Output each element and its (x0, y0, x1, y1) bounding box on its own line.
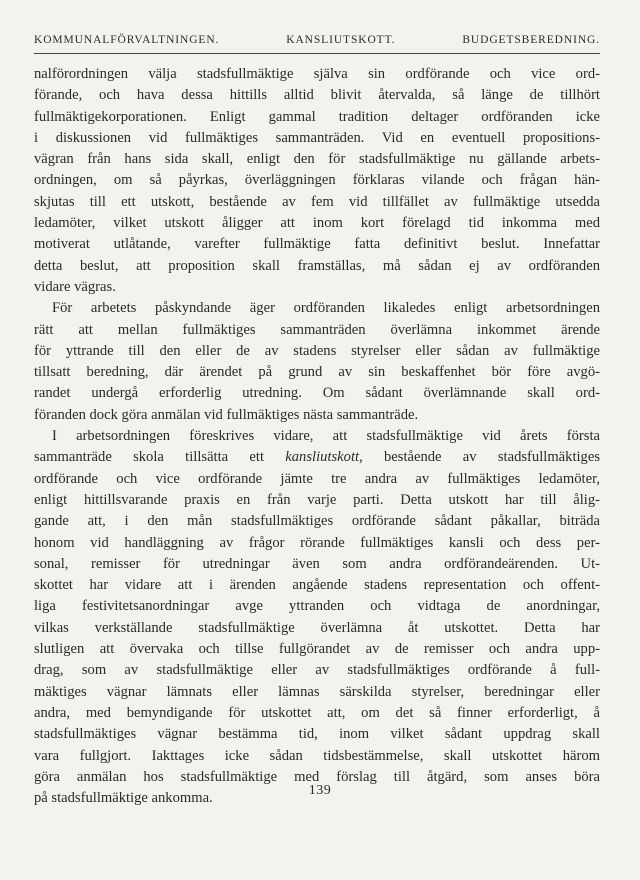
text-line: slutligen att övervaka och tillse fullgörandet av de remisser och andra upp- (34, 641, 600, 658)
text-line: för yttrande till den eller de av stadens styrelser eller sådan av fullmäktige (34, 342, 600, 359)
text-line: skjutas till ett utskott, bestående av fem vid tillfället av fullmäktige utsedda (34, 193, 600, 210)
text-line: göra anmälan hos stadsfullmäktige med förslag till åtgärd, som anses böra (34, 768, 600, 785)
text-line: liga festivitetsanordningar avge yttranden och vidtaga de anordningar, (34, 598, 600, 615)
text-line: i diskussionen vid fullmäktiges sammanträden. Vid en eventuell propositions- (34, 129, 600, 146)
paragraph (34, 64, 600, 298)
header-rule (34, 53, 600, 54)
text-line: motiverat utlåtande, varefter fullmäktige fatta definitivt beslut. Innefattar (34, 236, 600, 253)
text-line: vidare vägras. (34, 278, 116, 295)
text-line: drag, som av stadsfullmäktige eller av stadsfullmäktiges ordförande å full- (34, 662, 600, 679)
text-line: ledamöter, vilket utskott åligger att inom kort förelagd tid inkomma med (34, 215, 600, 232)
text-line: ordförande och vice ordförande jämte tre andra av fullmäktiges ledamöter, (34, 470, 600, 487)
text-line: honom vid handläggning av frågor rörande fullmäktiges kansli och dess per- (34, 534, 600, 551)
text-line: fullmäktigekorporationen. Enligt gammal tradition deltager ordföranden icke (34, 108, 600, 125)
text-line: tillsatt beredning, där ärendet på grund av sin beskaffenhet bör före avgö- (34, 364, 600, 381)
text-line: föranden dock göra anmälan vid fullmäktiges nästa sammanträde. (34, 406, 419, 423)
text-line: vägran från hans sida skall, enligt den för stadsfullmäktige nu gällande arbets- (34, 151, 600, 168)
text-line: mäktiges vägnar lämnats eller lämnas särskilda styrelser, beredningar eller (34, 683, 600, 700)
text-line: För arbetets påskyndande äger ordföranden likaledes enligt arbetsordningen (52, 300, 600, 317)
text-line: detta beslut, att proposition skall framställas, må sådan ej av ordföranden (34, 257, 600, 274)
paragraph (34, 426, 600, 809)
text-line: sonal, remisser för utredningar även som andra ordförandeärenden. Ut- (34, 555, 600, 572)
paragraph (34, 298, 600, 426)
text-line: förande, och hava dessa hittills alltid blivit återvalda, så länge de tillhört (34, 87, 600, 104)
text-line: andra, med bemyndigande för utskottet att, om det så finner erforderligt, å (34, 704, 600, 721)
text-line: vara fullgjort. Iakttages icke sådan tidsbestämmelse, skall utskottet härom (34, 747, 600, 764)
text-line: nalförordningen välja stadsfullmäktige själva sin ordförande och vice ord- (34, 66, 600, 82)
text-line: gande att, i den mån stadsfullmäktiges ordförande sådant påkallar, biträda (34, 513, 600, 530)
text-line: stadsfullmäktiges vägnar bestämma tid, inom vilket sådant uppdrag skall (34, 726, 600, 743)
body-text (34, 64, 600, 809)
text-line: rätt att mellan fullmäktiges sammanträden överlämna inkommet ärende (34, 321, 600, 338)
text-line: I arbetsordningen föreskrives vidare, att stadsfullmäktige vid årets första (52, 428, 600, 445)
text-line: sammanträde skola tillsätta ett kansliutskott, bestående av stadsfullmäktiges (34, 449, 601, 466)
text-line: enligt hittillsvarande praxis en från varje parti. Detta utskott har till ålig- (34, 491, 600, 508)
text-line: på stadsfullmäktige ankomma. (34, 790, 213, 807)
running-header: KOMMUNALFÖRVALTNINGEN. KANSLIUTSKOTT. BUDGETSBEREDNING. (34, 34, 600, 46)
text-line: vilkas verkställande stadsfullmäktige överlämna åt utskottet. Detta har (34, 619, 600, 636)
page-number: 139 (308, 783, 332, 798)
text-line: randet undergå erforderlig utredning. Om sådant överlämnande skall ord- (34, 385, 600, 402)
text-line: skottet har vidare att i ärenden angående stadens representation och offent- (34, 577, 600, 594)
text-line: ordningen, om så påyrkas, överläggningen förklaras vilande och frågan hän- (34, 172, 600, 189)
